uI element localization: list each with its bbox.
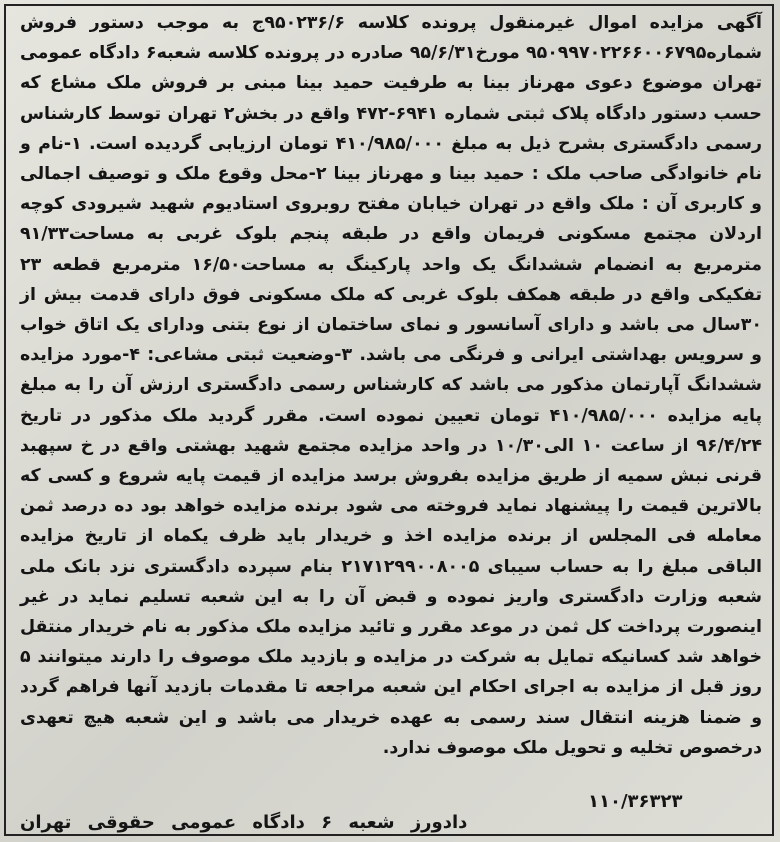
auction-notice-text: آگهی مزایده اموال غیرمنقول پرونده کلاسه ۹۵۰۲۳۶/۶ج به موجب دستور فروش شماره۹۵۰۹۹۷۰۲۲۶۶۰۰۶۷۹۵ مورخ۹۵/۶/۳۱ صادره در پرونده کلاسه شعبه۶ دادگاه عمومی تهران موضوع دعوی مهرناز بینا به طرفیت حمید بینا مبنی بر فروش ملک مشاع که حسب دستور دادگاه پلاک ثبتی شماره ۶۹۴۱-۴۷۲ واقع در بخش۲ تهران توسط کارشناس رسمی دادگستری بشرح ذیل به مبلغ ۴۱۰/۹۸۵/۰۰۰ تومان ارزیابی گردیده است. ۱-نام و نام خانوادگی صاحب ملک : حمید بینا و مهرناز بینا ۲-محل وقوع ملک و توصیف اجمالی و کاربری آن : ملک واقع در تهران خیابان مفتح روبروی استادیوم شهید شیرودی کوچه اردلان مجتمع مسکونی فریمان واقع در طبقه پنجم بلوک غربی به مساحت۹۱/۳۳ مترمربع به انضمام ششدانگ یک واحد پارکینگ به مساحت۱۶/۵۰ مترمربع قطعه ۲۳ تفکیکی واقع در طبقه همکف بلوک غربی که ملک مسکونی فوق دارای قدمت بیش از ۳۰سال می باشد و دارای آسانسور و نمای ساختمان از نوع بتنی ودارای یک اتاق خواب و سرویس بهداشتی ایرانی و فرنگی می باشد. ۳-وضعیت ثبتی مشاعی: ۴-مورد مزایده ششدانگ آپارتمان مذکور می باشد که کارشناس رسمی دادگستری ارزش آن را به مبلغ پایه مزایده ۴۱۰/۹۸۵/۰۰۰ تومان تعیین نموده است. مقرر گردید ملک مذکور در تاریخ ۹۶/۴/۲۴ از ساعت ۱۰ الی۱۰/۳۰ در واحد مزایده مجتمع شهید بهشتی واقع در خ سپهبد قرنی نبش سمیه از طریق مزایده بفروش برسد مزایده از قیمت پایه شروع و کسی که بالاترین قیمت را پیشنهاد نماید فروخته می شود برنده مزایده خواهد بود ده درصد ثمن معامله فی المجلس از برنده مزایده اخذ و خریدار باید ظرف یکماه از تاریخ مزایده الباقی مبلغ را به حساب سیبای ۲۱۷۱۲۹۹۰۰۸۰۰۵ بنام سپرده دادگستری نزد بانک ملی شعبه وزارت دادگستری واریز نموده و قبض آن را به این شعبه تسلیم نماید در غیر اینصورت پرداخت کل ثمن در موعد مقرر و تائید مزایده ملک مذکور به نام خریدار منتقل خواهد شد کسانیکه تمایل به شرکت در مزایده و بازدید ملک موصوف را دارند میتوانند ۵ روز قبل از مزایده به اجرای احکام این شعبه مراجعه تا مقدمات بازدید آنها فراهم گردد و ضمنا هزینه انتقال سند رسمی به عهده خریدار می باشد و این شعبه هیچ تعهدی درخصوص تخلیه و تحویل ملک موصوف ندارد. [20, 13, 763, 758]
issuer-signature-line: دادورز شعبه ۶ دادگاه عمومی حقوقی تهران [20, 812, 468, 833]
notice-reference-code: ۱۱۰/۳۶۳۲۳ [588, 791, 683, 812]
